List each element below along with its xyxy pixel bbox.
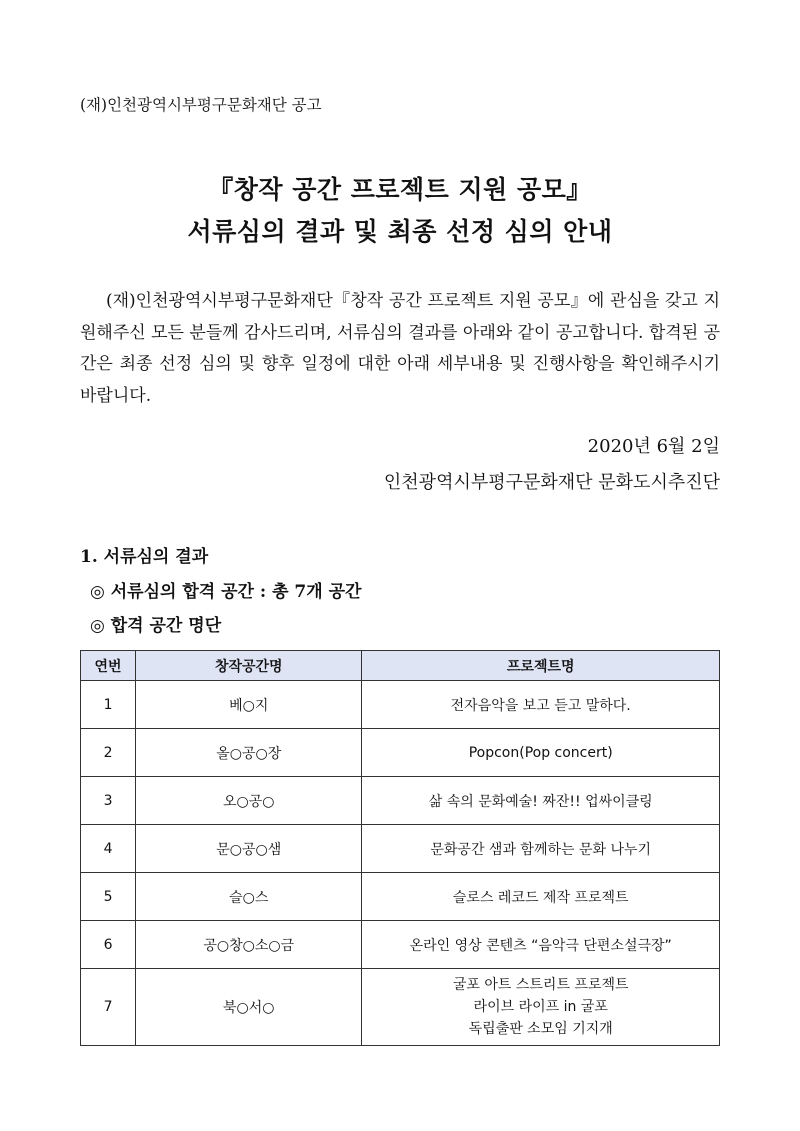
row-project: 온라인 영상 콘텐츠 “음악극 단편소설극장” xyxy=(362,921,720,969)
announcement-date: 2020년 6월 2일 xyxy=(587,436,720,457)
document-title-line1: 『창작 공간 프로젝트 지원 공모』 xyxy=(208,175,592,204)
row-project: Popcon(Pop concert) xyxy=(362,729,720,777)
bullet-pass-count: ◎ 서류심의 합격 공간 : 총 7개 공간 xyxy=(90,582,362,602)
notice-header: (재)인천광역시부평구문화재단 공고 xyxy=(80,96,322,114)
row-space: 베○지 xyxy=(136,681,362,729)
intro-text: (재)인천광역시부평구문화재단『창작 공간 프로젝트 지원 공모』에 관심을 갖고 지원해주신 모든 분들께 감사드리며, 서류심의 결과를 아래와 같이 공고합니다. 합격된 공간은 최종 선정 심의 및 향후 일정에 대한 아래 세부내용 및 진행사항을 확인해주시기 바랍니다. xyxy=(80,291,720,406)
document-title-line2: 서류심의 결과 및 최종 선정 심의 안내 xyxy=(187,217,613,246)
row-project: 삶 속의 문화예술! 짜잔!! 업싸이클링 xyxy=(362,777,720,825)
table-row xyxy=(81,681,720,729)
table-row xyxy=(81,777,720,825)
row-space: 슬○스 xyxy=(136,873,362,921)
table-header-row xyxy=(81,651,720,681)
row-project: 슬로스 레코드 제작 프로젝트 xyxy=(362,873,720,921)
project-line: 라이브 라이프 in 굴포 xyxy=(473,999,608,1015)
row-no: 4 xyxy=(81,825,136,873)
row-no: 5 xyxy=(81,873,136,921)
results-table xyxy=(80,650,720,1046)
header-project: 프로젝트명 xyxy=(362,651,720,681)
bullet-pass-list: ◎ 합격 공간 명단 xyxy=(90,616,222,636)
row-space: 공○창○소○금 xyxy=(136,921,362,969)
row-space: 문○공○샘 xyxy=(136,825,362,873)
issuing-organization: 인천광역시부평구문화재단 문화도시추진단 xyxy=(383,472,720,493)
row-no: 2 xyxy=(81,729,136,777)
row-no: 6 xyxy=(81,921,136,969)
row-space: 올○공○장 xyxy=(136,729,362,777)
row-space: 북○서○ xyxy=(136,969,362,1046)
project-line: 독립출판 소모임 기지개 xyxy=(468,1021,613,1037)
table-row xyxy=(81,873,720,921)
table-row xyxy=(81,969,720,1046)
row-no: 7 xyxy=(81,969,136,1046)
row-no: 1 xyxy=(81,681,136,729)
row-project: 문화공간 샘과 함께하는 문화 나누기 xyxy=(362,825,720,873)
header-no: 연번 xyxy=(81,651,136,681)
row-project: 전자음악을 보고 듣고 말하다. xyxy=(362,681,720,729)
section-heading: 1. 서류심의 결과 xyxy=(80,547,209,567)
table-row xyxy=(81,729,720,777)
table-row xyxy=(81,825,720,873)
intro-paragraph xyxy=(80,286,720,412)
row-no: 3 xyxy=(81,777,136,825)
project-line: 굴포 아트 스트리트 프로젝트 xyxy=(452,977,629,993)
table-row xyxy=(81,921,720,969)
row-space: 오○공○ xyxy=(136,777,362,825)
row-project xyxy=(362,969,720,1046)
header-space: 창작공간명 xyxy=(136,651,362,681)
